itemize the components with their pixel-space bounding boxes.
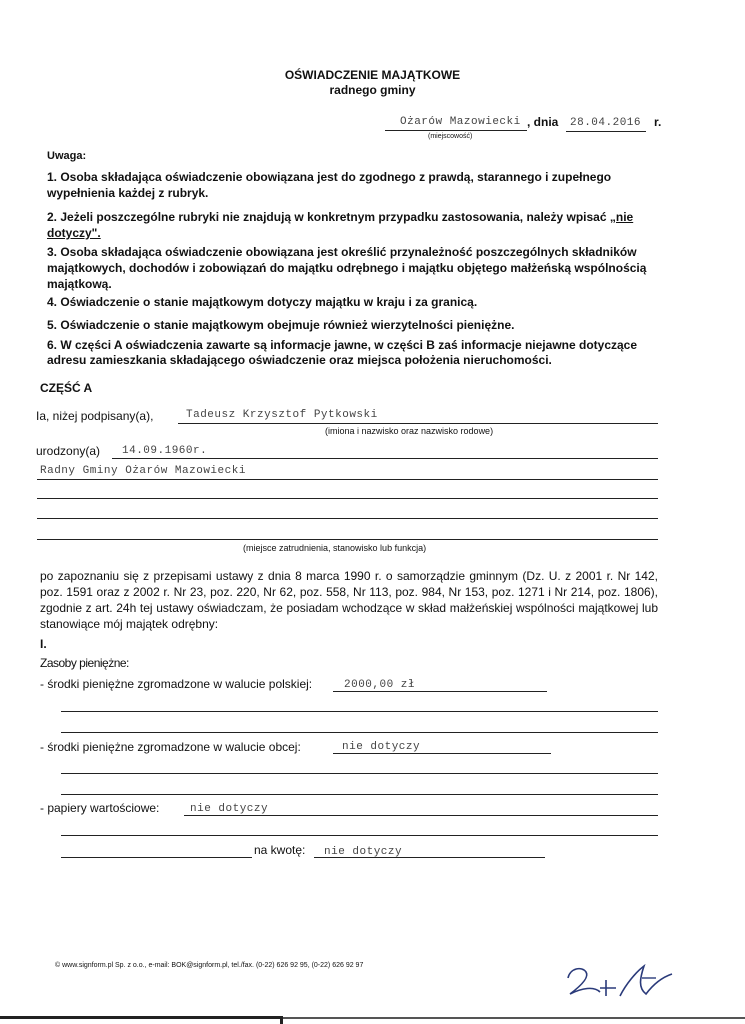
scan-edge-bar (0, 1016, 745, 1024)
note-item-2-text: 2. Jeżeli poszczególne rubryki nie znajdują w konkretnym przypadku zastosowania, należy wpisać (47, 210, 607, 224)
pln-underline (333, 691, 547, 692)
employment-line-1 (37, 479, 658, 480)
footer-text: © www.signform.pl Sp. z o.o., e-mail: BOK@signform.pl, tel./fax. (0-22) 626 92 95, (0-22) 626 92 97 (55, 962, 364, 969)
employment-line-3 (37, 518, 658, 519)
date-suffix: r. (654, 115, 662, 129)
amount-value: nie dotyczy (324, 846, 403, 858)
securities-value: nie dotyczy (190, 803, 269, 815)
pln-value: 2000,00 zł (344, 679, 416, 691)
place-value: Ożarów Mazowiecki (400, 116, 521, 128)
employment-value: Radny Gminy Ożarów Mazowiecki (40, 465, 246, 477)
handwritten-signature (560, 948, 680, 1008)
born-prefix: urodzony(a) (36, 444, 101, 458)
note-item: 1. Osoba składająca oświadczenie obowiązana jest do zgodnego z prawdą, starannego i zupełnego wypełnienia każdej z rubryk. (47, 170, 612, 200)
employment-line-2 (37, 498, 658, 499)
date-underline (566, 131, 646, 132)
note-item: 3. Osoba składająca oświadczenie obowiązana jest określić przynależność poszczególnych składników majątkowych, dochodów i zobowiązań do majątku odrębnego i majątku objętego małżeńską wspólnością majątkową. (47, 245, 647, 291)
note-item: 5. Oświadczenie o stanie majątkowym obejmuje również wierzytelności pieniężne. (47, 318, 515, 332)
amount-blank-line (61, 857, 252, 858)
employment-caption: (miejsce zatrudnienia, stanowisko lub funkcja) (243, 543, 427, 553)
note-item: 6. W części A oświadczenia zawarte są informacje jawne, w części B zaś informacje niejawne dotyczące adresu zamieszkania składającego oświadczenie oraz miejsca położenia nieruchomości. (47, 338, 638, 367)
note-item: 4. Oświadczenie o stanie majątkowym dotyczy majątku w kraju i za granicą. (47, 295, 478, 309)
place-underline (385, 130, 527, 131)
legal-statement: po zapoznaniu się z przepisami ustawy z dnia 8 marca 1990 r. o samorządzie gminnym (Dz. U. z 2001 r. Nr 142, poz. 1591 oraz z 2002 r. Nr 23, poz. 220, Nr 62, poz. 558, Nr 113, poz. 984, Nr 153, poz. 1271 i Nr 214, poz. 1806), zgodnie z art. 24h tej ustawy oświadczam, że posiadam wchodzące w skład małżeńskiej wspólności majątkowej lub stanowiące mój majątek odrębny: (40, 569, 658, 631)
pln-label: - środki pieniężne zgromadzone w walucie polskiej: (40, 677, 313, 691)
note-item-2-quote: „nie dotyczy". (47, 210, 634, 240)
section-1-numeral: I. (40, 637, 47, 651)
note-item (47, 209, 647, 241)
foreign-underline (333, 753, 551, 754)
section-1-heading: Zasoby pieniężne: (40, 656, 129, 670)
foreign-line-2 (61, 773, 658, 774)
foreign-line-3 (61, 794, 658, 795)
signer-value: Tadeusz Krzysztof Pytkowski (186, 409, 378, 421)
signer-prefix: Ia, niżej podpisany(a), (36, 409, 154, 423)
securities-underline (184, 815, 658, 816)
document-title: OŚWIADCZENIE MAJĄTKOWE (284, 68, 461, 82)
notes-heading: Uwaga: (47, 150, 87, 162)
date-value: 28.04.2016 (570, 117, 642, 129)
employment-line-4 (37, 539, 658, 540)
pln-line-2 (61, 711, 658, 712)
pln-line-3 (61, 732, 658, 733)
document-subtitle: radnego gminy (329, 83, 416, 97)
amount-underline (314, 857, 545, 858)
foreign-value: nie dotyczy (342, 741, 421, 753)
born-value: 14.09.1960r. (122, 445, 208, 457)
signer-caption: (imiona i nazwisko oraz nazwisko rodowe) (325, 426, 494, 436)
foreign-label: - środki pieniężne zgromadzone w walucie obcej: (40, 740, 301, 754)
date-prefix: , dnia (527, 115, 559, 129)
amount-label: na kwotę: (254, 843, 306, 857)
place-caption: (miejscowość) (428, 133, 473, 140)
born-underline (112, 458, 658, 459)
part-a-heading: CZĘŚĆ A (40, 381, 93, 395)
securities-label: - papiery wartościowe: (40, 801, 160, 815)
securities-line-2 (61, 835, 658, 836)
signer-underline (178, 423, 658, 424)
